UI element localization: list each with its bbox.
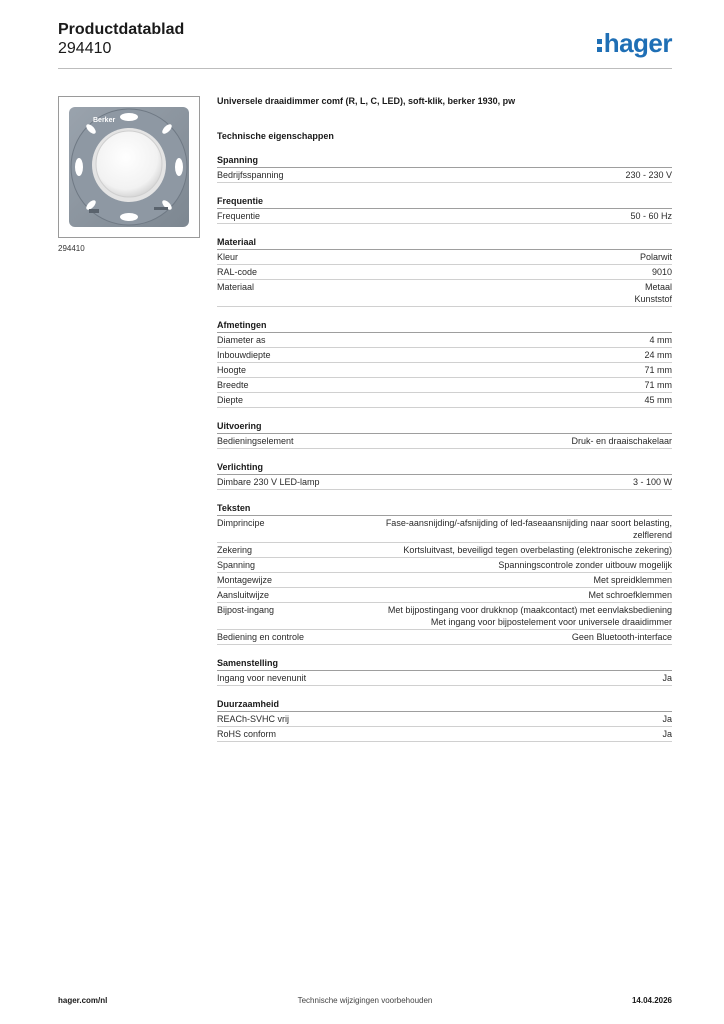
spec-row — [217, 265, 672, 280]
spec-value — [274, 604, 672, 628]
spec-value-line: Met bijpostingang voor drukknop (maakcontact) met eenvlaksbediening — [387, 605, 672, 615]
spec-value — [294, 435, 672, 447]
spec-value-line: 71 mm — [644, 365, 672, 375]
footer-disclaimer: Technische wijzigingen voorbehouden — [297, 996, 433, 1005]
footer-website: hager.com/nl — [58, 996, 108, 1005]
spec-value — [265, 517, 672, 541]
spec-row — [217, 727, 672, 742]
spec-value-line: Met schroefklemmen — [588, 590, 672, 600]
section-title: Duurzaamheid — [217, 698, 672, 712]
spec-row — [217, 543, 672, 558]
spec-value — [306, 672, 672, 684]
spec-value — [289, 713, 672, 725]
spec-value — [246, 364, 672, 376]
spec-row — [217, 516, 672, 543]
spec-label: Materiaal — [217, 282, 255, 292]
dimmer-product-icon — [59, 97, 199, 237]
spec-value — [257, 266, 672, 278]
spec-label: Aansluitwijze — [217, 590, 270, 600]
spec-value-line: Metaal — [644, 282, 672, 292]
spec-row — [217, 434, 672, 449]
spec-label: Montagewijze — [217, 575, 273, 585]
spec-value-line: Kortsluitvast, beveiligd tegen overbelasting (elektronische zekering) — [403, 545, 672, 555]
page-header — [58, 20, 672, 68]
spec-row — [217, 348, 672, 363]
spec-value — [271, 349, 672, 361]
spec-content — [217, 95, 672, 742]
spec-row — [217, 671, 672, 686]
spec-value-line: Met ingang voor bijpostelement voor universele draaidimmer — [430, 617, 672, 627]
spec-section — [217, 195, 672, 224]
spec-value-line: 45 mm — [644, 395, 672, 405]
logo-text: hager — [603, 28, 672, 58]
spec-value — [252, 544, 672, 556]
spec-label: Breedte — [217, 380, 249, 390]
page-footer — [58, 996, 672, 1010]
spec-value — [304, 631, 672, 643]
spec-label: Spanning — [217, 560, 256, 570]
spec-section — [217, 461, 672, 490]
spec-row — [217, 333, 672, 348]
spec-value-line: Polarwit — [639, 252, 672, 262]
spec-value-line: Spanningscontrole zonder uitbouw mogelijk — [498, 560, 672, 570]
product-image — [58, 96, 200, 238]
header-divider — [58, 68, 672, 69]
spec-section — [217, 698, 672, 742]
image-caption: 294410 — [58, 244, 85, 253]
spec-sections — [217, 154, 672, 742]
spec-value-line: Druk- en draaischakelaar — [571, 436, 672, 446]
spec-row — [217, 393, 672, 408]
section-title: Teksten — [217, 502, 672, 516]
spec-label: Diepte — [217, 395, 244, 405]
spec-row — [217, 363, 672, 378]
spec-row — [217, 558, 672, 573]
hager-logo — [597, 28, 672, 59]
spec-value-line: Ja — [662, 673, 672, 683]
spec-value — [284, 169, 672, 181]
spec-section — [217, 657, 672, 686]
spec-value-line: 50 - 60 Hz — [630, 211, 672, 221]
document-title: Productdatablad — [58, 21, 185, 38]
section-title: Samenstelling — [217, 657, 672, 671]
spec-label: REACh-SVHC vrij — [217, 714, 290, 724]
spec-section — [217, 502, 672, 645]
spec-label: Dimbare 230 V LED-lamp — [217, 477, 320, 487]
spec-section — [217, 236, 672, 307]
spec-row — [217, 475, 672, 490]
spec-label: Zekering — [217, 545, 253, 555]
product-number: 294410 — [58, 40, 112, 57]
footer-date: 14.04.2026 — [631, 996, 672, 1005]
spec-value-line: 4 mm — [649, 335, 672, 345]
spec-value — [320, 476, 672, 488]
spec-value — [276, 728, 672, 740]
spec-label: Bedieningselement — [217, 436, 294, 446]
spec-value-line: 230 - 230 V — [625, 170, 672, 180]
spec-row — [217, 378, 672, 393]
spec-value — [266, 334, 672, 346]
spec-heading: Technische eigenschappen — [217, 131, 334, 141]
section-title: Uitvoering — [217, 420, 672, 434]
spec-value — [272, 574, 672, 586]
spec-value-line: 71 mm — [644, 380, 672, 390]
spec-value — [254, 281, 672, 305]
spec-label: Bedrijfsspanning — [217, 170, 284, 180]
spec-label: Bijpost-ingang — [217, 605, 275, 615]
section-title: Materiaal — [217, 236, 672, 250]
spec-value-line: 3 - 100 W — [632, 477, 672, 487]
spec-section — [217, 420, 672, 449]
spec-value — [238, 251, 672, 263]
spec-section — [217, 154, 672, 183]
spec-value-line: zelflerend — [632, 530, 672, 540]
spec-label: RoHS conform — [217, 729, 277, 739]
spec-row — [217, 168, 672, 183]
spec-label: Dimprincipe — [217, 518, 265, 528]
spec-label: Ingang voor nevenunit — [217, 673, 307, 683]
spec-value-line: 9010 — [651, 267, 672, 277]
spec-row — [217, 712, 672, 727]
spec-row — [217, 630, 672, 645]
spec-value-line: Fase-aansnijding/-afsnijding of led-faseaansnijding naar soort belasting, — [385, 518, 672, 528]
spec-row — [217, 573, 672, 588]
spec-section — [217, 319, 672, 408]
spec-label: Kleur — [217, 252, 239, 262]
spec-value-line: Geen Bluetooth-interface — [571, 632, 672, 642]
spec-value-line: 24 mm — [644, 350, 672, 360]
spec-row — [217, 603, 672, 630]
spec-row — [217, 280, 672, 307]
spec-value-line: Ja — [662, 729, 672, 739]
brand-print: Berker — [93, 117, 116, 124]
spec-value — [255, 559, 672, 571]
section-title: Spanning — [217, 154, 672, 168]
spec-label: Hoogte — [217, 365, 247, 375]
section-title: Frequentie — [217, 195, 672, 209]
spec-value — [260, 210, 672, 222]
spec-label: Inbouwdiepte — [217, 350, 271, 360]
spec-label: RAL-code — [217, 267, 258, 277]
spec-value — [249, 379, 672, 391]
section-title: Afmetingen — [217, 319, 672, 333]
spec-label: Frequentie — [217, 211, 261, 221]
spec-row — [217, 209, 672, 224]
spec-value-line: Kunststof — [634, 294, 672, 304]
spec-value — [243, 394, 672, 406]
spec-value-line: Ja — [662, 714, 672, 724]
logo-colon-icon — [597, 32, 603, 54]
spec-label: Diameter as — [217, 335, 266, 345]
spec-row — [217, 588, 672, 603]
spec-row — [217, 250, 672, 265]
spec-label: Bediening en controle — [217, 632, 305, 642]
section-title: Verlichting — [217, 461, 672, 475]
product-name: Universele draaidimmer comf (R, L, C, LED), soft-klik, berker 1930, pw — [217, 96, 516, 106]
spec-value-line: Met spreidklemmen — [593, 575, 672, 585]
spec-value — [269, 589, 672, 601]
